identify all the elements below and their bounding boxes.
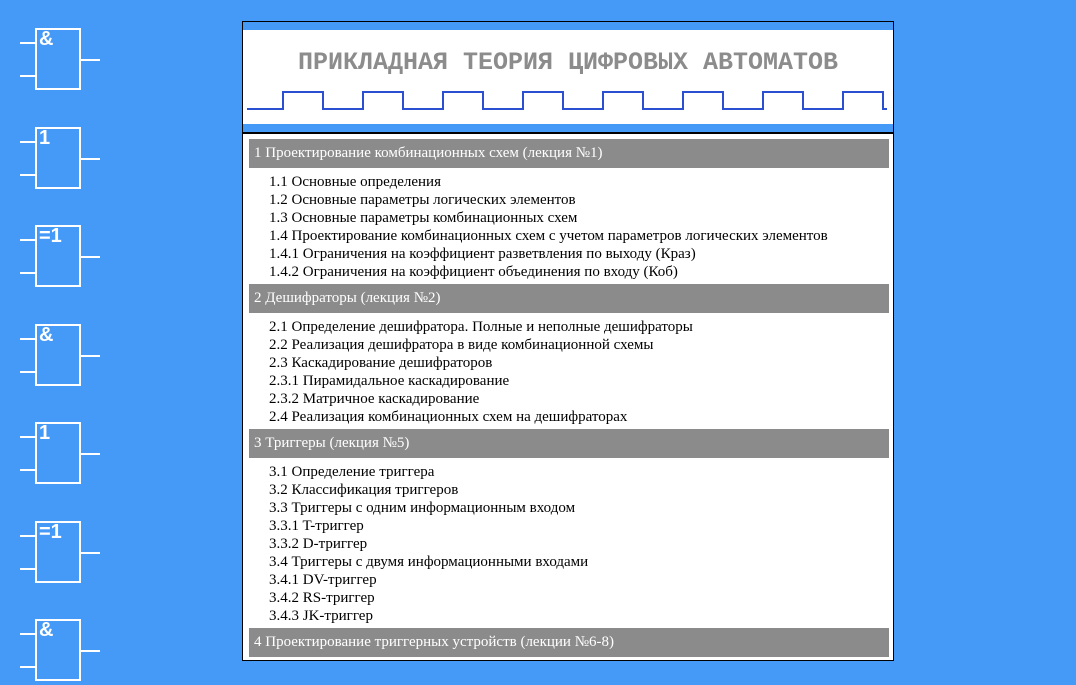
gate-input-line — [20, 272, 36, 274]
gate-output-line — [81, 59, 100, 61]
gate-symbol: & — [39, 323, 54, 346]
gate-input-line — [20, 535, 36, 537]
toc-item-link[interactable]: 3.3.2 D-триггер — [269, 536, 368, 552]
gate-output-line — [81, 650, 100, 652]
section-item-list — [249, 168, 889, 284]
gate-symbol: & — [39, 619, 54, 641]
gate-input-line — [20, 174, 36, 176]
gate-output-line — [81, 453, 100, 455]
toc-item-link[interactable]: 3.2 Классификация триггеров — [269, 482, 459, 498]
section-item-list — [249, 458, 889, 628]
main-panel — [242, 21, 894, 661]
gate-input-line — [20, 568, 36, 570]
toc-item-link[interactable]: 1.4.2 Ограничения на коэффициент объединения по входу (Коб) — [269, 264, 678, 280]
gate-output-line — [81, 256, 100, 258]
gate-input-line — [20, 75, 36, 77]
gate-symbol: =1 — [39, 520, 62, 543]
toc-item-link[interactable]: 1.2 Основные параметры логических элементов — [269, 192, 576, 208]
page-header — [243, 22, 893, 134]
toc-item-link[interactable]: 2.2 Реализация дешифратора в виде комбинационной схемы — [269, 337, 654, 353]
section-item-list — [249, 313, 889, 429]
logic-gate-decoration — [0, 0, 240, 647]
header-divider — [243, 132, 893, 134]
toc-item-link[interactable]: 1.3 Основные параметры комбинационных схем — [269, 210, 578, 226]
toc-item-link[interactable]: 2.3 Каскадирование дешифраторов — [269, 355, 493, 371]
gate-output-line — [81, 355, 100, 357]
clock-waveform-icon — [247, 90, 889, 114]
gate-input-line — [20, 666, 36, 668]
gate-output-line — [81, 552, 100, 554]
toc-item-link[interactable]: 3.1 Определение триггера — [269, 464, 435, 480]
toc-item-link[interactable]: 3.4.1 DV-триггер — [269, 572, 377, 588]
table-of-contents — [249, 139, 889, 657]
gate-symbol: 1 — [39, 422, 51, 444]
toc-item-link[interactable]: 2.3.2 Матричное каскадирование — [269, 391, 480, 407]
section-header-link[interactable]: 1 Проектирование комбинационных схем (лекция №1) — [249, 139, 889, 168]
gate-symbol: 1 — [39, 126, 51, 149]
gate-input-line — [20, 436, 36, 438]
logic-gate-icon — [20, 619, 102, 685]
logic-gate-icon — [20, 324, 102, 390]
gate-output-line — [81, 158, 100, 160]
page-title: ПРИКЛАДНАЯ ТЕОРИЯ ЦИФРОВЫХ АВТОМАТОВ — [297, 48, 839, 77]
toc-item-link[interactable]: 3.3 Триггеры с одним информационным входом — [269, 500, 576, 516]
toc-item-link[interactable]: 1.4.1 Ограничения на коэффициент разветвления по выходу (Краз) — [269, 246, 696, 262]
gate-symbol: & — [39, 28, 54, 50]
gate-input-line — [20, 469, 36, 471]
gate-input-line — [20, 141, 36, 143]
gate-input-line — [20, 42, 36, 44]
toc-item-link[interactable]: 2.4 Реализация комбинационных схем на дешифраторах — [269, 409, 628, 425]
logic-gate-icon — [20, 422, 102, 488]
toc-item-link[interactable]: 3.4.2 RS-триггер — [269, 590, 375, 606]
toc-item-link[interactable]: 2.1 Определение дешифратора. Полные и неполные дешифраторы — [269, 319, 693, 335]
toc-item-link[interactable]: 1.1 Основные определения — [269, 174, 441, 190]
gate-input-line — [20, 239, 36, 241]
section-header-link[interactable]: 3 Триггеры (лекция №5) — [249, 429, 889, 458]
gate-input-line — [20, 633, 36, 635]
logic-gate-icon — [20, 127, 102, 193]
logic-gate-icon — [20, 28, 102, 94]
header-top-bar — [243, 22, 893, 30]
gate-input-line — [20, 338, 36, 340]
toc-item-link[interactable]: 3.3.1 T-триггер — [269, 518, 364, 534]
toc-item-link[interactable]: 2.3.1 Пирамидальное каскадирование — [269, 373, 510, 389]
toc-item-link[interactable]: 3.4 Триггеры с двумя информационными входами — [269, 554, 589, 570]
gate-input-line — [20, 371, 36, 373]
logic-gate-icon — [20, 225, 102, 291]
toc-item-link[interactable]: 3.4.3 JK-триггер — [269, 608, 373, 624]
toc-item-link[interactable]: 1.4 Проектирование комбинационных схем с учетом параметров логических элементов — [269, 228, 828, 244]
section-header-link[interactable]: 2 Дешифраторы (лекция №2) — [249, 284, 889, 313]
gate-symbol: =1 — [39, 225, 62, 247]
header-bottom-bar — [243, 124, 893, 132]
logic-gate-icon — [20, 521, 102, 587]
section-header-link[interactable]: 4 Проектирование триггерных устройств (лекции №6-8) — [249, 628, 889, 657]
